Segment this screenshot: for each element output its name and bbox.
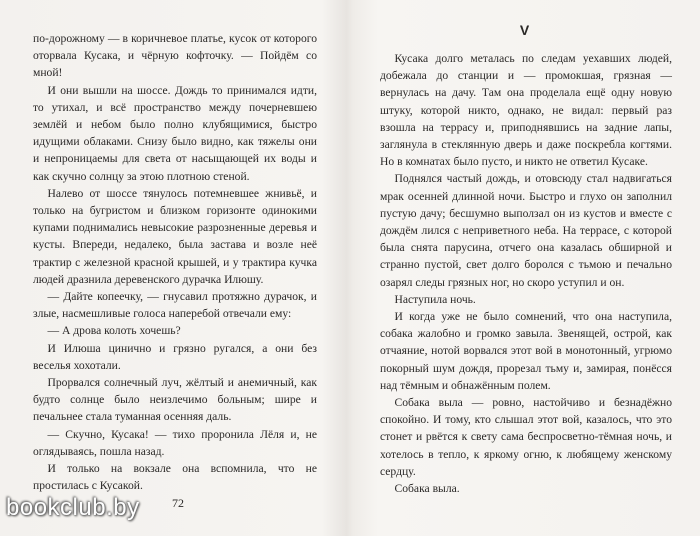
watermark: bookclub.by [6,494,140,521]
page-number: 72 [172,496,184,510]
paragraph: — Дайте копеечку, — гнусавил протяжно дурачок, и злые, насмешливые голоса наперебой отвечали ему: [33,290,317,321]
paragraph: Налево от шоссе тянулось потемневшее жнивьё, и только на бугристом и близком горизонте одинокими купами поднимались невысокие разрозненные деревья и кусты. Впереди, недалеко, была застава и возле неё трактир с железной красной крышей, и у трактира кучка людей дразнила деревенского дурачка Илюшу. [33,186,317,286]
chapter-heading: V [519,22,531,38]
paragraph: И когда уже не было сомнений, что она наступила, собака жалобно и громко завыла. Звенящей, острой, как отчаяние, нотой ворвался этот вой в монотонный, угрюмо покорный шум дождя, прорезал тьму и, замирая, понёсся над тёмным и обнажённым полем. [380,310,672,392]
paragraph: И Илюша цинично и грязно ругался, а они без веселья хохотали. [33,341,317,372]
paragraph: Поднялся частый дождь, и отовсюду стал надвигаться мрак осенней длинной ночи. Быстро и глухо он заполнил пустую дачу; бесшумно выползал он из кустов и вместе с дождём лился с неприветного неба. На террасе, с которой была снята парусина, отчего она казалась обширной и странно пустой, свет долго боролся с тьмою и печально озарял следы грязных ног, но скоро уступил и он. [380,172,672,289]
paragraph: И они вышли на шоссе. Дождь то принимался идти, то утихал, и всё пространство между почерневшею землёй и небом было полно клубящимися, быстро идущими облаками. Снизу было видно, как тяжелы они и непроницаемы для света от насыщающей их воды и как скучно солнцу за этою плотною стеной. [33,83,317,183]
paragraph: Прорвался солнечный луч, жёлтый и анемичный, как будто солнце было неизлечимо больным; шире и печальнее стала туманная осенняя даль. [33,376,317,424]
paragraph: Собака выла. [394,482,460,496]
paragraph: — Скучно, Кусака! — тихо проронила Лёля и, не оглядываясь, пошла назад. [33,427,317,458]
paragraph: И только на вокзале она вспомнила, что не простилась с Кусакой. [33,462,317,493]
paragraph: по-дорожному — в коричневое платье, кусок от которого оторвала Кусака, и чёрную кофточку. — Пойдём со мной! [33,32,317,80]
paragraph: Собака выла — ровно, настойчиво и безнадёжно спокойно. И тому, кто слышал этот вой, казалось, что это стонет и рвётся к свету сама беспросветно-тёмная ночь, и хотелось в тепло, к яркому огню, к любящему женскому сердцу. [380,396,672,478]
right-text-column [380,50,672,497]
paragraph: — А дрова колоть хочешь? [47,324,181,338]
left-text-column [33,30,317,494]
right-page [350,0,700,536]
paragraph: Наступила ночь. [394,292,476,306]
paragraph: Кусака долго металась по следам уехавших людей, добежала до станции и — промокшая, грязная — вернулась на дачу. Там она проделала ещё одну новую штуку, которой никто, однако, не видал: первый раз взошла на террасу и, приподнявшись на задние лапы, заглянула в стеклянную дверь и даже поскребла когтями. Но в комнатах было пусто, и никто не ответил Кусаке. [380,52,672,169]
